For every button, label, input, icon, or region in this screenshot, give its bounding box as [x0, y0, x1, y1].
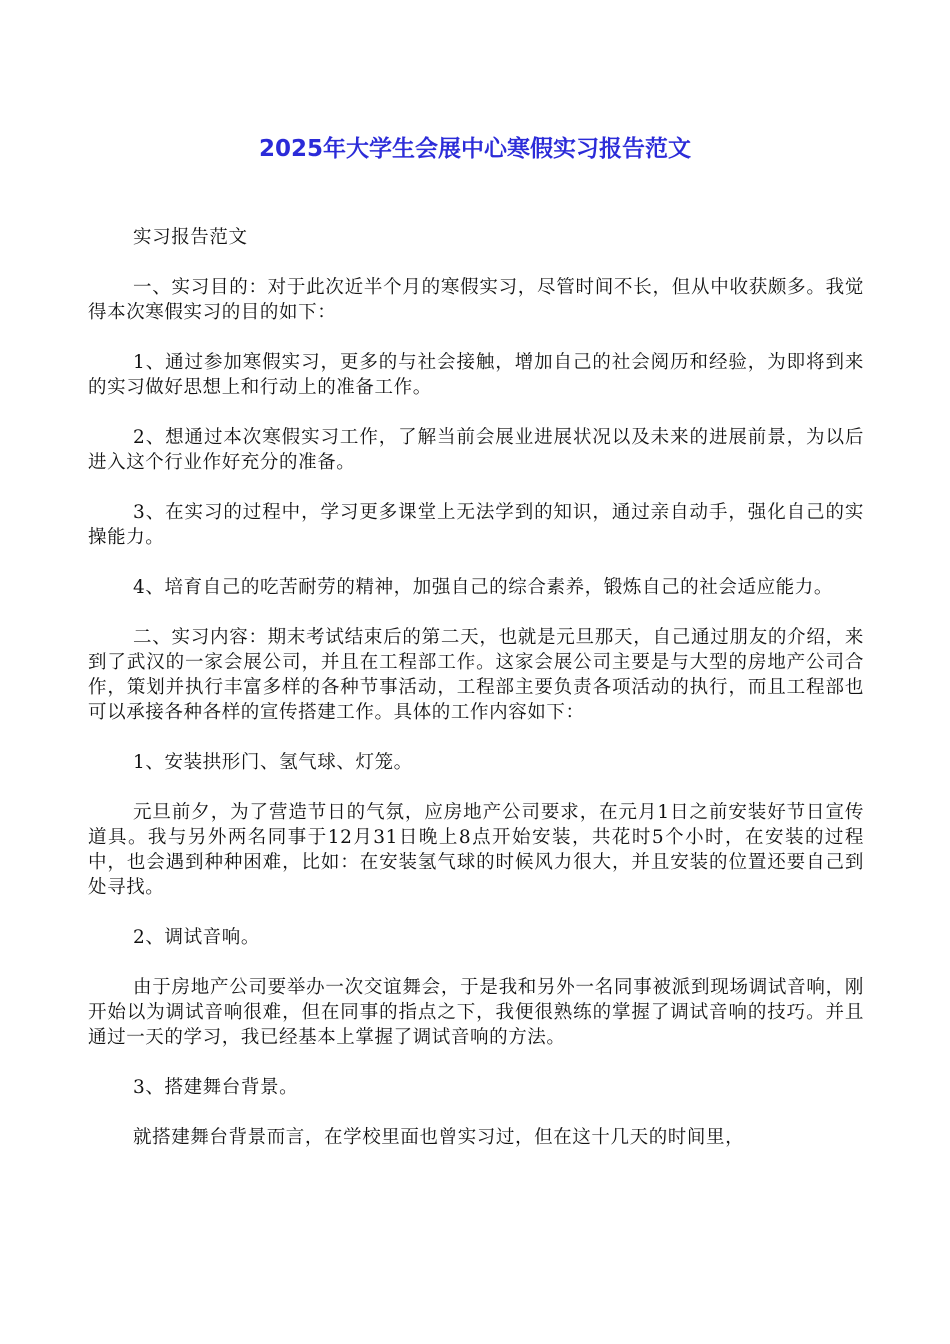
paragraph: 1、通过参加寒假实习，更多的与社会接触，增加自己的社会阅历和经验，为即将到来的实习做好思想上和行动上的准备工作。 [88, 352, 864, 398]
document-body [88, 225, 864, 1175]
paragraph: 1、安装拱形门、氢气球、灯笼。 [133, 752, 413, 773]
document-title: 2025年大学生会展中心寒假实习报告范文 [258, 136, 691, 162]
paragraph: 一、实习目的：对于此次近半个月的寒假实习，尽管时间不长，但从中收获颇多。我觉得本次寒假实习的目的如下： [88, 277, 864, 323]
paragraph: 2、想通过本次寒假实习工作，了解当前会展业进展状况以及未来的进展前景，为以后进入这个行业作好充分的准备。 [88, 427, 864, 473]
paragraph: 就搭建舞台背景而言，在学校里面也曾实习过，但在这十几天的时间里， [133, 1127, 745, 1148]
paragraph: 由于房地产公司要举办一次交谊舞会，于是我和另外一名同事被派到现场调试音响，刚开始以为调试音响很难，但在同事的指点之下，我便很熟练的掌握了调试音响的技巧。并且通过一天的学习，我已经基本上掌握了调试音响的方法。 [88, 977, 864, 1048]
paragraph: 3、在实习的过程中，学习更多课堂上无法学到的知识，通过亲自动手，强化自己的实操能力。 [88, 502, 864, 548]
paragraph: 二、实习内容：期末考试结束后的第二天，也就是元旦那天，自己通过朋友的介绍，来到了武汉的一家会展公司，并且在工程部工作。这家会展公司主要是与大型的房地产公司合作，策划并执行丰富多样的各种节事活动，工程部主要负责各项活动的执行，而且工程部也可以承接各种各样的宣传搭建工作。具体的工作内容如下： [88, 627, 864, 723]
paragraph: 3、搭建舞台背景。 [133, 1077, 299, 1098]
paragraph: 元旦前夕，为了营造节日的气氛，应房地产公司要求，在元月1日之前安装好节日宣传道具。我与另外两名同事于12月31日晚上8点开始安装，共花时5个小时，在安装的过程中，也会遇到种种困难，比如：在安装氢气球的时候风力很大，并且安装的位置还要自己到处寻找。 [88, 802, 864, 898]
paragraph: 实习报告范文 [133, 227, 248, 248]
paragraph: 2、调试音响。 [133, 927, 260, 948]
paragraph: 4、培育自己的吃苦耐劳的精神，加强自己的综合素养，锻炼自己的社会适应能力。 [133, 577, 833, 598]
